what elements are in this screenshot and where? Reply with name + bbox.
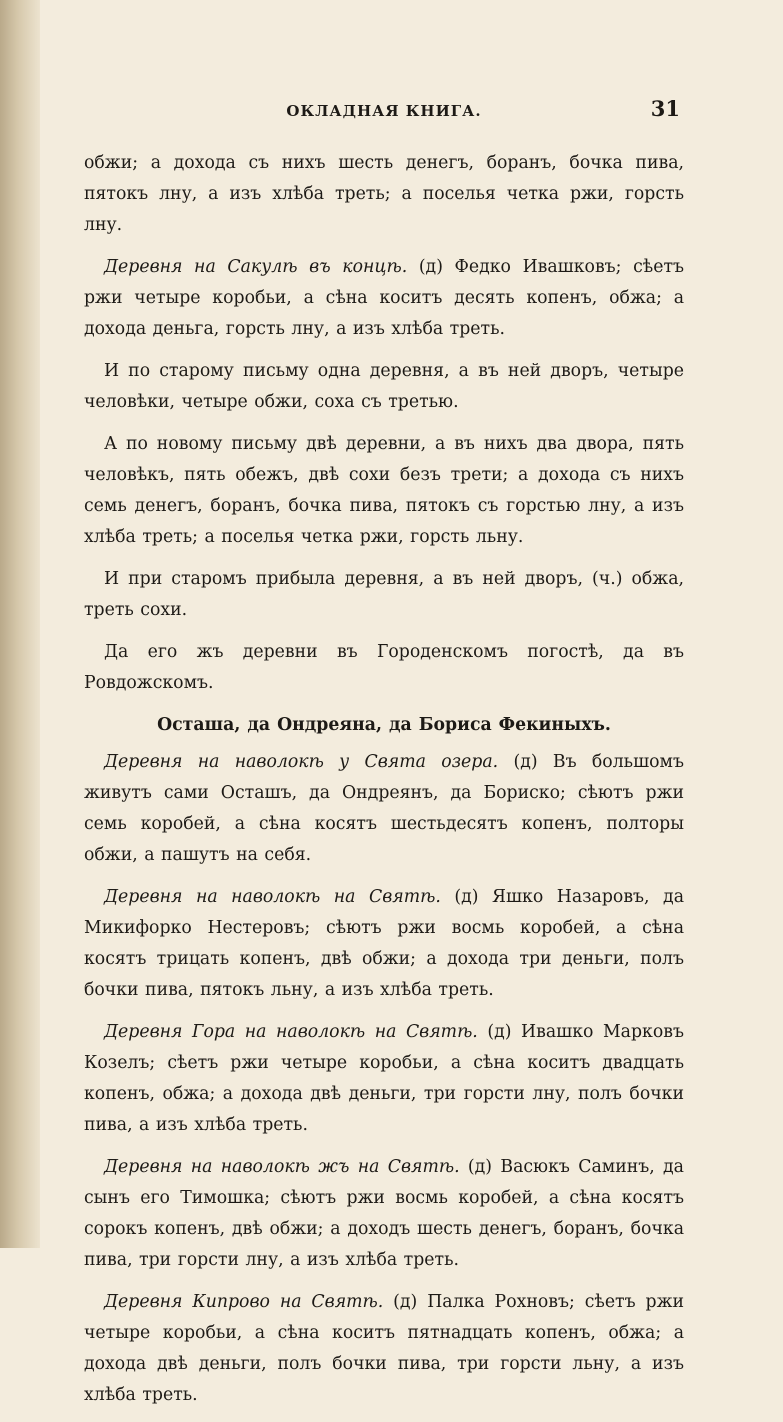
paragraph [84, 1017, 684, 1141]
village-heading: Деревня на наволокѣ жъ на Святѣ. [104, 1157, 460, 1177]
paragraph [84, 148, 684, 241]
paragraph [84, 429, 684, 553]
section-heading [84, 710, 684, 741]
paragraph-text: (д) Въ большомъ живутъ сами Осташъ, да Ондреянъ, да Бориско; сѣютъ ржи семь коробей, а сѣна косятъ шестьдесятъ копенъ, полторы обжи, а пашутъ на себя. [84, 752, 684, 865]
page-header [84, 92, 684, 122]
paragraph-text: И по старому письму одна деревня, а въ ней дворъ, четыре человѣки, четыре обжи, соха съ третью. [84, 361, 684, 412]
paragraph-text: А по новому письму двѣ деревни, а въ нихъ два двора, пять человѣкъ, пять обежъ, двѣ сохи безъ трети; а дохода съ нихъ семь денегъ, боранъ, бочка пива, пятокъ съ горстью лну, а изъ хлѣба треть; а поселья четка ржи, горсть льну. [84, 434, 684, 547]
village-heading: Деревня на наволокѣ на Святѣ. [104, 887, 441, 907]
paragraph-text: И при старомъ прибыла деревня, а въ ней дворъ, (ч.) обжа, треть сохи. [84, 569, 684, 620]
paragraph-text: Да его жъ деревни въ Городенскомъ погостѣ, да въ Ровдожскомъ. [84, 642, 684, 693]
village-heading: Деревня Кипрово на Святѣ. [104, 1292, 384, 1312]
paragraph [84, 252, 684, 345]
book-page [84, 92, 684, 1422]
paragraph-text: (д) Федко Ивашковъ; сѣетъ ржи четыре коробьи, а сѣна коситъ десять копенъ, обжа; а дохода деньга, горсть лну, а изъ хлѣба треть. [84, 257, 684, 339]
village-heading: Деревня на наволокѣ у Свята озера. [104, 752, 499, 772]
village-heading: Деревня Гора на наволокѣ на Святѣ. [104, 1022, 478, 1042]
paragraph-text: обжи; а дохода съ нихъ шесть денегъ, боранъ, бочка пива, пятокъ лну, а изъ хлѣба треть; а поселья четка ржи, горсть лну. [84, 153, 684, 235]
paragraph-text: (д) Яшко Назаровъ, да Микифорко Нестеровъ; сѣютъ ржи восмь коробей, а сѣна косятъ трицать копенъ, двѣ обжи; а дохода три деньги, полъ бочки пива, пятокъ льну, а изъ хлѣба треть. [84, 887, 684, 1000]
paragraph [84, 1287, 684, 1411]
page-number: 31 [650, 96, 680, 121]
village-heading: Деревня на Сакулѣ въ концѣ. [104, 257, 408, 277]
paragraph [84, 637, 684, 699]
paragraph-text: (д) Ивашко Марковъ Козелъ; сѣетъ ржи четыре коробьи, а сѣна коситъ двадцать копенъ, обжа; а дохода двѣ деньги, три горсти лну, полъ бочки пива, а изъ хлѣба треть. [84, 1022, 684, 1135]
paragraph [84, 564, 684, 626]
paragraph-text: (д) Васюкъ Саминъ, да сынъ его Тимошка; сѣютъ ржи восмь коробей, а сѣна косятъ сорокъ копенъ, двѣ обжи; а доходъ шесть денегъ, боранъ, бочка пива, три горсти лну, а изъ хлѣба треть. [84, 1157, 684, 1270]
running-title: ОКЛАДНАЯ КНИГА. [286, 102, 482, 120]
paragraph [84, 747, 684, 871]
paragraph [84, 882, 684, 1006]
paragraph-text: (д) Палка Рохновъ; сѣетъ ржи четыре коробьи, а сѣна коситъ пятнадцать копенъ, обжа; а дохода двѣ деньги, полъ бочки пива, три горсти льну, а изъ хлѣба треть. [84, 1292, 684, 1405]
book-gutter [0, 0, 40, 1248]
paragraph [84, 1152, 684, 1276]
paragraph [84, 356, 684, 418]
section-heading-text: Осташа, да Ондреяна, да Бориса Фекиныхъ. [157, 715, 611, 735]
